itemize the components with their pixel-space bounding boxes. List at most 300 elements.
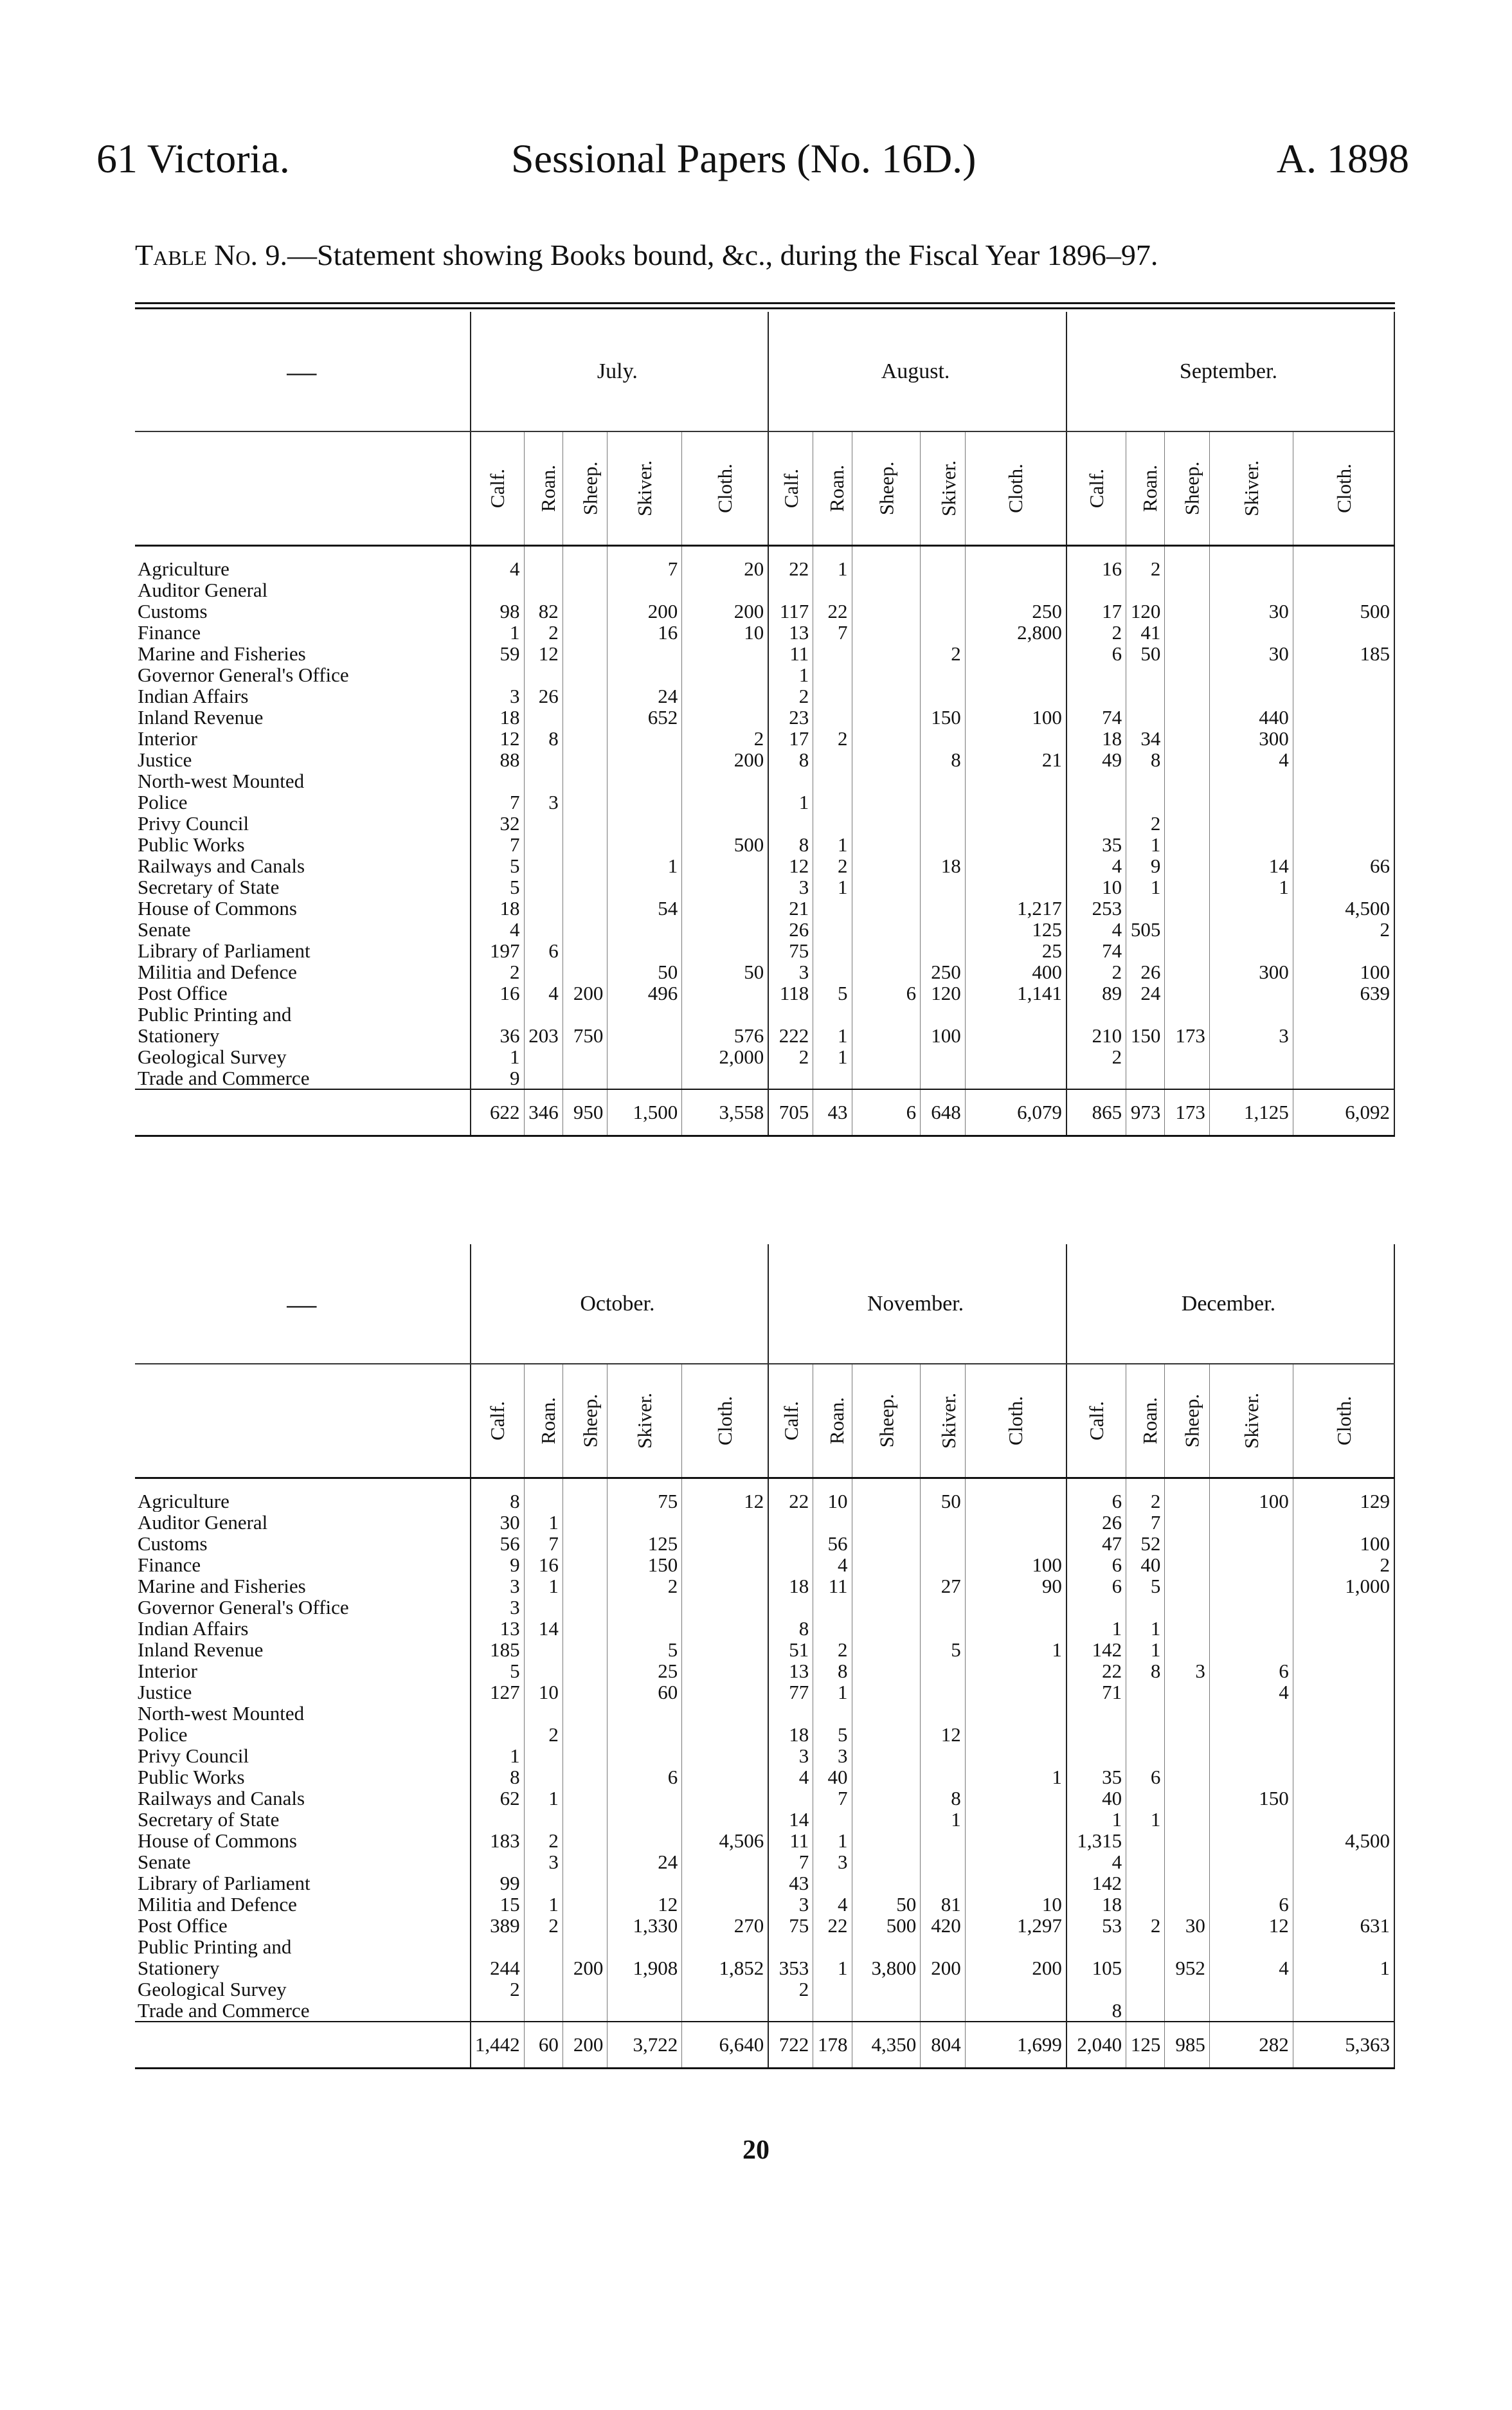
table-cell (965, 770, 1066, 792)
table-cell (921, 579, 966, 601)
table-cell: 100 (965, 707, 1066, 728)
table-cell (562, 728, 608, 749)
table-cell (852, 749, 921, 770)
table-cell (921, 770, 966, 792)
table-cell (1165, 1894, 1210, 1915)
department-name: Stationery (135, 1957, 471, 1979)
table-cell (921, 685, 966, 707)
table-cell: 400 (965, 961, 1066, 983)
table-cell (768, 1512, 813, 1533)
table-cell (1209, 1851, 1293, 1872)
table-cell (562, 1533, 608, 1554)
table-cell: 4 (813, 1554, 852, 1575)
table-cell (813, 961, 852, 983)
table-cell (1293, 876, 1394, 898)
department-name: Agriculture (135, 1490, 471, 1512)
table-cell (1165, 643, 1210, 664)
table-cell (852, 1724, 921, 1745)
table-cell (852, 2000, 921, 2022)
table-cell (562, 1618, 608, 1639)
table-cell: 142 (1066, 1639, 1126, 1660)
department-name: Public Printing and (135, 1004, 471, 1025)
spacer-cell (1165, 546, 1210, 559)
table-cell: 1 (524, 1575, 562, 1597)
table-cell (1209, 1745, 1293, 1766)
table-cell (1165, 1703, 1210, 1724)
table-cell (524, 1979, 562, 2000)
table-cell (965, 1936, 1066, 1957)
table-cell: 1 (813, 876, 852, 898)
table-cell (1209, 1809, 1293, 1830)
table-cell: 3 (524, 1851, 562, 1872)
department-name: Marine and Fisheries (135, 643, 471, 664)
table-cell (852, 622, 921, 643)
table-cell (965, 1597, 1066, 1618)
column-header (471, 1364, 524, 1478)
table-cell (852, 558, 921, 579)
table-cell: 11 (768, 643, 813, 664)
page-number: 20 (742, 2135, 770, 2165)
table-cell: 952 (1165, 1957, 1210, 1979)
table-cell (562, 1703, 608, 1724)
table-cell (524, 1067, 562, 1089)
table-cell: 1 (1126, 834, 1165, 855)
table-cell: 420 (921, 1915, 966, 1936)
table-cell: 1,141 (965, 983, 1066, 1004)
table-row (135, 1851, 1394, 1872)
table-cell: 3 (768, 1745, 813, 1766)
table-cell: 4 (1066, 1851, 1126, 1872)
spacer-cell (1126, 1478, 1165, 1491)
table-cell (921, 1533, 966, 1554)
total-cell: 4,350 (852, 2022, 921, 2069)
department-name: Justice (135, 1681, 471, 1703)
column-header (1293, 1364, 1394, 1478)
table-row (135, 1788, 1394, 1809)
column-header-row (135, 1364, 1394, 1478)
table-cell (1293, 728, 1394, 749)
table-cell (471, 1809, 524, 1830)
table-cell (682, 1788, 768, 1809)
table-cell: 9 (471, 1067, 524, 1089)
table-cell (682, 770, 769, 792)
table-cell (1066, 1597, 1126, 1618)
column-header-label: Roan. (536, 464, 559, 512)
table-cell (1293, 1809, 1394, 1830)
table-cell (1066, 1724, 1126, 1745)
table-cell (1209, 2000, 1293, 2022)
table-cell (965, 1004, 1066, 1025)
table-cell (1126, 1004, 1165, 1025)
table-cell (608, 1067, 682, 1089)
table-cell (562, 940, 608, 961)
total-cell: 1,125 (1209, 1089, 1293, 1136)
table-cell: 1 (1126, 1639, 1165, 1660)
table-cell: 150 (921, 707, 966, 728)
table-row (135, 792, 1394, 813)
table-cell: 60 (608, 1681, 682, 1703)
table-cell: 40 (1066, 1788, 1126, 1809)
table-cell: 21 (768, 898, 813, 919)
table-cell (471, 1703, 524, 1724)
table-cell (1165, 1490, 1210, 1512)
spacer-cell (682, 546, 769, 559)
table-cell (1066, 1067, 1126, 1089)
table-cell: 13 (768, 1660, 813, 1681)
table-cell (965, 1512, 1066, 1533)
table-cell: 51 (768, 1639, 813, 1660)
table-cell (921, 1554, 966, 1575)
table-cell (562, 770, 608, 792)
table-row (135, 1004, 1394, 1025)
table-row (135, 1639, 1394, 1660)
table-cell (1209, 622, 1293, 643)
table-cell: 5 (471, 876, 524, 898)
column-header (1165, 1364, 1210, 1478)
books-bound-table-july-september (135, 312, 1395, 1137)
table-cell (1165, 1788, 1210, 1809)
spacer-cell (608, 1478, 682, 1491)
spacer-cell (921, 546, 966, 559)
table-cell: 17 (1066, 601, 1126, 622)
department-name: Senate (135, 1851, 471, 1872)
table-row (135, 749, 1394, 770)
table-cell: 5 (921, 1639, 966, 1660)
table-cell (524, 876, 562, 898)
table-cell: 8 (1066, 2000, 1126, 2022)
table-cell: 26 (1126, 961, 1165, 983)
table-cell: 120 (921, 983, 966, 1004)
totals-row (135, 2022, 1394, 2069)
column-header-label: Sheep. (1180, 461, 1203, 516)
spacer-row (135, 1478, 1394, 1491)
table-cell (768, 579, 813, 601)
table-cell (682, 1575, 768, 1597)
table-cell (768, 2000, 813, 2022)
table-cell (921, 898, 966, 919)
table-cell (965, 1025, 1066, 1046)
table-cell (524, 855, 562, 876)
table-cell (608, 1936, 682, 1957)
column-header-label: Roan. (1138, 464, 1162, 512)
table-cell: 1 (921, 1809, 966, 1830)
column-header (682, 431, 769, 546)
table-cell: 7 (813, 1788, 852, 1809)
table-cell (562, 876, 608, 898)
department-name: North-west Mounted (135, 770, 471, 792)
table-cell (813, 749, 852, 770)
table-cell (1209, 1575, 1293, 1597)
table-cell: 4 (1209, 1957, 1293, 1979)
table-cell: 6 (1066, 1554, 1126, 1575)
table-cell (1165, 558, 1210, 579)
department-name: Secretary of State (135, 1809, 471, 1830)
table-cell (965, 558, 1066, 579)
table-row (135, 601, 1394, 622)
table-row (135, 1554, 1394, 1575)
table-cell: 56 (813, 1533, 852, 1554)
table-cell: 2 (768, 1046, 813, 1067)
department-name: Public Printing and (135, 1936, 471, 1957)
table-cell (1066, 1936, 1126, 1957)
table-cell: 185 (1293, 643, 1394, 664)
table-cell (1165, 707, 1210, 728)
department-name: Stationery (135, 1025, 471, 1046)
column-header (1209, 431, 1293, 546)
table-cell (471, 664, 524, 685)
table-row (135, 1703, 1394, 1724)
total-cell: 60 (524, 2022, 562, 2069)
table-cell: 15 (471, 1894, 524, 1915)
column-header (1126, 431, 1165, 546)
table-cell (524, 1639, 562, 1660)
table-cell: 125 (965, 919, 1066, 940)
table-cell (1165, 1597, 1210, 1618)
table-cell (1209, 1936, 1293, 1957)
table-cell (965, 1660, 1066, 1681)
table-cell: 2,800 (965, 622, 1066, 643)
table-cell (813, 1872, 852, 1894)
table-cell (682, 792, 769, 813)
table-cell: 100 (1209, 1490, 1293, 1512)
table-cell (852, 770, 921, 792)
spacer-cell (813, 546, 852, 559)
table-cell: 1,908 (608, 1957, 682, 1979)
table-cell: 505 (1126, 919, 1165, 940)
table-cell (921, 834, 966, 855)
table-cell: 4 (471, 919, 524, 940)
table-cell: 1,330 (608, 1915, 682, 1936)
table-cell (965, 1745, 1066, 1766)
column-header (768, 431, 813, 546)
table-cell: 2 (471, 961, 524, 983)
table-cell: 89 (1066, 983, 1126, 1004)
spacer-cell (1165, 1478, 1210, 1491)
table-cell: 2 (524, 1830, 562, 1851)
table-cell (813, 1597, 852, 1618)
table-row (135, 770, 1394, 792)
table-cell (965, 876, 1066, 898)
table-row (135, 1957, 1394, 1979)
table-cell (562, 664, 608, 685)
table-cell: 4 (1209, 1681, 1293, 1703)
table-cell: 244 (471, 1957, 524, 1979)
table-cell (1165, 876, 1210, 898)
table-cell: 1 (1126, 1809, 1165, 1830)
table-cell: 50 (608, 961, 682, 983)
table-row (135, 1809, 1394, 1830)
table-cell: 440 (1209, 707, 1293, 728)
table-cell: 99 (471, 1872, 524, 1894)
table-cell (562, 1936, 608, 1957)
table-cell (813, 707, 852, 728)
table-cell (1293, 1703, 1394, 1724)
table-cell (852, 1575, 921, 1597)
table-cell: 4 (1209, 749, 1293, 770)
spacer-cell (524, 1478, 562, 1491)
column-header-label: Skiver. (937, 460, 960, 516)
table-cell (608, 1703, 682, 1724)
table-cell: 300 (1209, 728, 1293, 749)
table-cell: 4,500 (1293, 1830, 1394, 1851)
department-name: Senate (135, 919, 471, 940)
month-header-row (135, 1244, 1394, 1364)
table-cell (524, 961, 562, 983)
table-cell (682, 707, 769, 728)
table-cell: 98 (471, 601, 524, 622)
table-cell: 118 (768, 983, 813, 1004)
table-cell (1293, 834, 1394, 855)
totals-label-blank (135, 2022, 471, 2069)
table-cell (921, 1936, 966, 1957)
table-cell: 50 (682, 961, 769, 983)
total-cell: 973 (1126, 1089, 1165, 1136)
department-name: Railways and Canals (135, 1788, 471, 1809)
table-cell (921, 664, 966, 685)
totals-label-blank (135, 1089, 471, 1136)
table-cell: 4 (768, 1766, 813, 1788)
table-cell: 18 (768, 1575, 813, 1597)
table-cell: 3 (471, 685, 524, 707)
department-name: Railways and Canals (135, 855, 471, 876)
department-name: Auditor General (135, 579, 471, 601)
table-cell: 1 (1066, 1618, 1126, 1639)
books-bound-table-october-december (135, 1244, 1395, 2069)
table-cell: 8 (768, 834, 813, 855)
table-cell: 2 (608, 1575, 682, 1597)
department-name: Customs (135, 1533, 471, 1554)
table-row (135, 643, 1394, 664)
table-cell: 49 (1066, 749, 1126, 770)
table-row (135, 1660, 1394, 1681)
table-cell (965, 685, 1066, 707)
table-cell: 8 (1126, 749, 1165, 770)
table-cell: 576 (682, 1025, 769, 1046)
column-header (1165, 431, 1210, 546)
table-cell: 200 (921, 1957, 966, 1979)
spacer-cell (608, 546, 682, 559)
column-header (965, 431, 1066, 546)
table-cell: 150 (1126, 1025, 1165, 1046)
department-name: Library of Parliament (135, 1872, 471, 1894)
table-cell: 2 (1126, 1490, 1165, 1512)
table-cell (562, 1851, 608, 1872)
table-cell (921, 1597, 966, 1618)
table-cell: 3 (524, 792, 562, 813)
table-cell: 20 (682, 558, 769, 579)
table-cell (965, 1703, 1066, 1724)
table-cell (562, 749, 608, 770)
table-cell (813, 1809, 852, 1830)
table-cell: 750 (562, 1025, 608, 1046)
table-cell (682, 1809, 768, 1830)
table-cell (921, 622, 966, 643)
table-cell (1066, 1703, 1126, 1724)
table-cell (562, 1575, 608, 1597)
table-cell (682, 898, 769, 919)
department-name: Privy Council (135, 813, 471, 834)
table-row (135, 813, 1394, 834)
table-cell (608, 834, 682, 855)
table-cell (1165, 1639, 1210, 1660)
table-cell: 6 (608, 1766, 682, 1788)
table-cell (608, 643, 682, 664)
table-cell (852, 1830, 921, 1851)
table-cell: 3 (471, 1597, 524, 1618)
table-cell (965, 855, 1066, 876)
table-row (135, 2000, 1394, 2022)
table-cell: 36 (471, 1025, 524, 1046)
table-cell (562, 1639, 608, 1660)
table-cell (813, 2000, 852, 2022)
table-cell (1209, 1979, 1293, 2000)
spacer-cell (1066, 546, 1126, 559)
table-cell (813, 1979, 852, 2000)
table-cell (1126, 707, 1165, 728)
table-cell (852, 1703, 921, 1724)
table-cell: 4,506 (682, 1830, 768, 1851)
table-cell: 105 (1066, 1957, 1126, 1979)
department-name: Governor General's Office (135, 664, 471, 685)
table-cell: 2 (813, 855, 852, 876)
table-cell (921, 1046, 966, 1067)
table-cell (813, 1512, 852, 1533)
column-header (965, 1364, 1066, 1478)
total-cell: 282 (1209, 2022, 1293, 2069)
table-cell (1293, 558, 1394, 579)
table-cell (608, 1004, 682, 1025)
total-cell: 2,040 (1066, 2022, 1126, 2069)
table-cell: 3 (768, 876, 813, 898)
table-cell: 253 (1066, 898, 1126, 919)
table-cell: 25 (965, 940, 1066, 961)
table-cell: 6 (1126, 1766, 1165, 1788)
spacer-cell (1209, 546, 1293, 559)
table-cell (682, 1681, 768, 1703)
table-cell (608, 664, 682, 685)
table-cell (1209, 983, 1293, 1004)
table-cell (921, 940, 966, 961)
table-cell (1126, 664, 1165, 685)
table-cell (562, 1830, 608, 1851)
table-cell: 631 (1293, 1915, 1394, 1936)
total-cell: 622 (471, 1089, 524, 1136)
table-cell (524, 1745, 562, 1766)
table-row (135, 1533, 1394, 1554)
table-cell (965, 643, 1066, 664)
table-cell (1126, 1067, 1165, 1089)
table-cell: 1 (1126, 1618, 1165, 1639)
table-cell (1293, 685, 1394, 707)
table-cell (1209, 919, 1293, 940)
table-cell (921, 1766, 966, 1788)
table-cell (965, 1618, 1066, 1639)
table-cell (524, 1936, 562, 1957)
table-cell (1293, 1597, 1394, 1618)
department-name: Justice (135, 749, 471, 770)
table-cell (1165, 919, 1210, 940)
table-cell: 2 (471, 1979, 524, 2000)
table-cell: 2 (524, 622, 562, 643)
table-cell (524, 558, 562, 579)
table-cell: 353 (768, 1957, 813, 1979)
spacer-cell (524, 546, 562, 559)
table-cell: 1 (1293, 1957, 1394, 1979)
table-cell (1165, 1851, 1210, 1872)
table-cell: 26 (768, 919, 813, 940)
table-cell (1126, 1851, 1165, 1872)
table-cell (768, 1067, 813, 1089)
